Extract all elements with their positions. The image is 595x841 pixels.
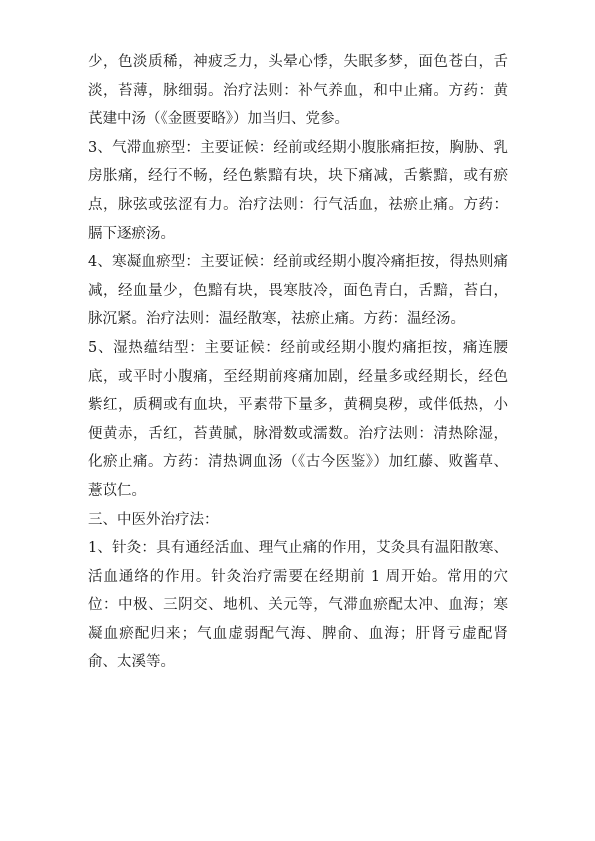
paragraph-acupuncture: 1、针灸：具有通经活血、理气止痛的作用，艾灸具有温阳散寒、活血通络的作用。针灸治疗需要在经期前 1 周开始。常用的穴位：中极、三阴交、地机、关元等，气滞血瘀配太冲、血海；寒凝血瘀配归来；气血虚弱配气海、脾俞、血海；肝肾亏虚配肾俞、太溪等。	[88, 540, 508, 671]
paragraph-qi-blood-deficiency-continued: 少，色淡质稀，神疲乏力，头晕心悸，失眠多梦，面色苍白，舌淡，苔薄，脉细弱。治疗法则：补气养血，和中止痛。方药：黄芪建中汤（《金匮要略》）加当归、党参。	[88, 54, 508, 128]
paragraph-damp-heat-accumulation: 5、湿热蕴结型：主要证候：经前或经期小腹灼痛拒按，痛连腰底，或平时小腹痛，至经期前疼痛加剧，经量多或经期长，经色紫红，质稠或有血块，平素带下量多，黄稠臭秽，或伴低热，小便黄赤，舌红，苔黄腻，脉滑数或濡数。治疗法则：清热除湿，化瘀止痛。方药：清热调血汤（《古今医鉴》）加红藤、败酱草、薏苡仁。	[88, 339, 508, 499]
document-body	[88, 48, 508, 677]
paragraph-qi-stagnation-blood-stasis: 3、气滞血瘀型：主要证候：经前或经期小腹胀痛拒按，胸胁、乳房胀痛，经行不畅，经色紫黯有块，块下痛减，舌紫黯，或有瘀点，脉弦或弦涩有力。治疗法则：行气活血，祛瘀止痛。方药：膈下逐瘀汤。	[88, 139, 508, 242]
section-heading-external-therapy: 三、中医外治疗法：	[88, 511, 219, 528]
paragraph-cold-coagulation-blood-stasis: 4、寒凝血瘀型：主要证候：经前或经期小腹冷痛拒按，得热则痛减，经血量少，色黯有块，畏寒肢冷，面色青白，舌黯，苔白，脉沉紧。治疗法则：温经散寒，祛瘀止痛。方药：温经汤。	[88, 254, 508, 328]
